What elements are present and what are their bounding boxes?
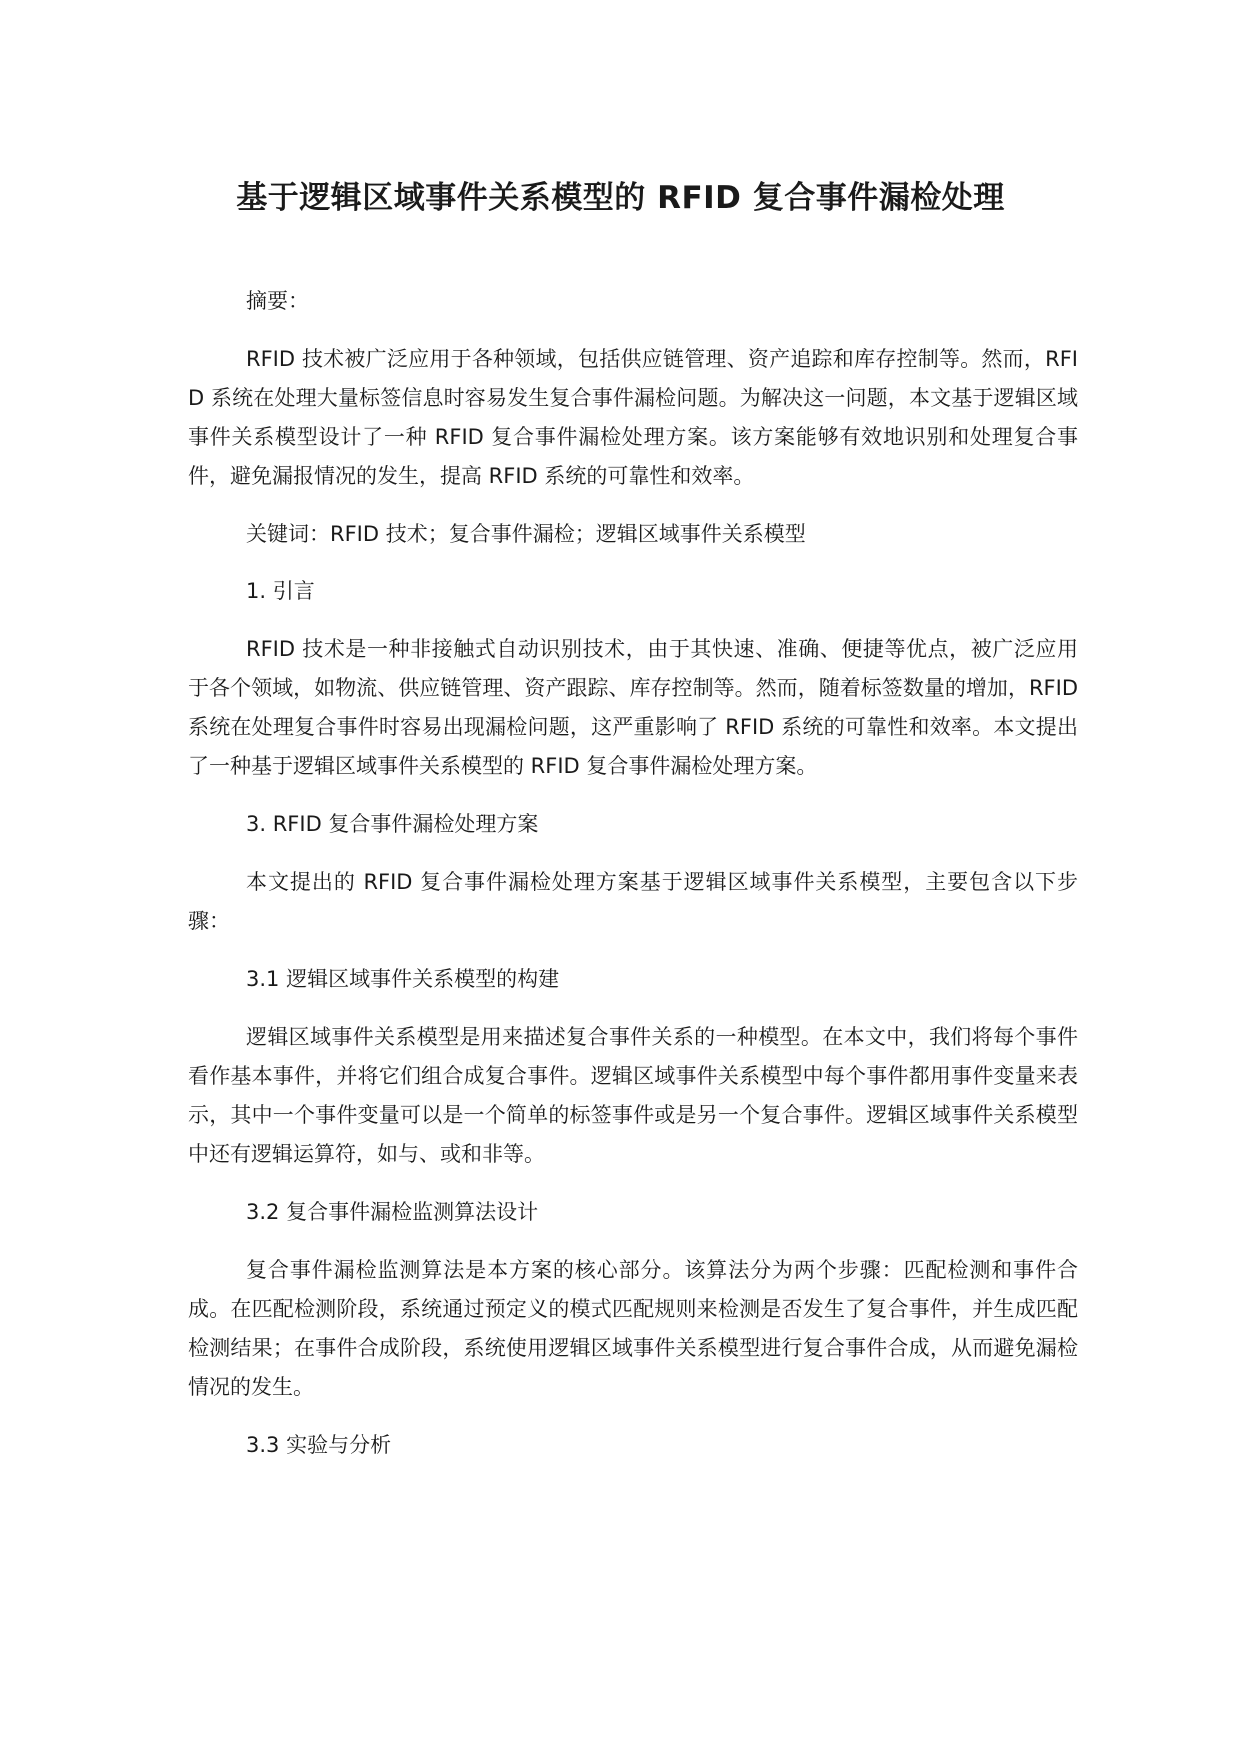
abstract-label: 摘要：	[246, 289, 309, 313]
subsection-heading: 3.3 实验与分析	[246, 1433, 392, 1457]
abstract-paragraph: RFID 技术被广泛应用于各种领域，包括供应链管理、资产追踪和库存控制等。然而，RFID 系统在处理大量标签信息时容易发生复合事件漏检问题。为解决这一问题，本文基于逻辑区域事件关系模型设计了一种 RFID 复合事件漏检处理方案。该方案能够有效地识别和处理复合事件，避免漏报情况的发生，提高 RFID 系统的可靠性和效率。	[188, 347, 1078, 488]
document-body	[188, 282, 1078, 1465]
document-title: 基于逻辑区域事件关系模型的 RFID 复合事件漏检处理	[236, 180, 1005, 216]
subsection-heading: 3.2 复合事件漏检监测算法设计	[246, 1200, 539, 1224]
section-heading: 1. 引言	[246, 579, 315, 603]
section-paragraph: RFID 技术是一种非接触式自动识别技术，由于其快速、准确、便捷等优点，被广泛应用于各个领域，如物流、供应链管理、资产跟踪、库存控制等。然而，随着标签数量的增加，RFID 系统在处理复合事件时容易出现漏检问题，这严重影响了 RFID 系统的可靠性和效率。本文提出了一种基于逻辑区域事件关系模型的 RFID 复合事件漏检处理方案。	[188, 637, 1078, 778]
section-paragraph: 本文提出的 RFID 复合事件漏检处理方案基于逻辑区域事件关系模型，主要包含以下步骤：	[188, 870, 1078, 933]
section-paragraph: 逻辑区域事件关系模型是用来描述复合事件关系的一种模型。在本文中，我们将每个事件看作基本事件，并将它们组合成复合事件。逻辑区域事件关系模型中每个事件都用事件变量来表示，其中一个事件变量可以是一个简单的标签事件或是另一个复合事件。逻辑区域事件关系模型中还有逻辑运算符，如与、或和非等。	[188, 1025, 1078, 1166]
section-paragraph: 复合事件漏检监测算法是本方案的核心部分。该算法分为两个步骤：匹配检测和事件合成。在匹配检测阶段，系统通过预定义的模式匹配规则来检测是否发生了复合事件，并生成匹配检测结果；在事件合成阶段，系统使用逻辑区域事件关系模型进行复合事件合成，从而避免漏检情况的发生。	[188, 1258, 1078, 1399]
keywords-line: 关键词：RFID 技术；复合事件漏检；逻辑区域事件关系模型	[246, 522, 806, 546]
section-heading: 3. RFID 复合事件漏检处理方案	[246, 812, 539, 836]
subsection-heading: 3.1 逻辑区域事件关系模型的构建	[246, 967, 560, 991]
